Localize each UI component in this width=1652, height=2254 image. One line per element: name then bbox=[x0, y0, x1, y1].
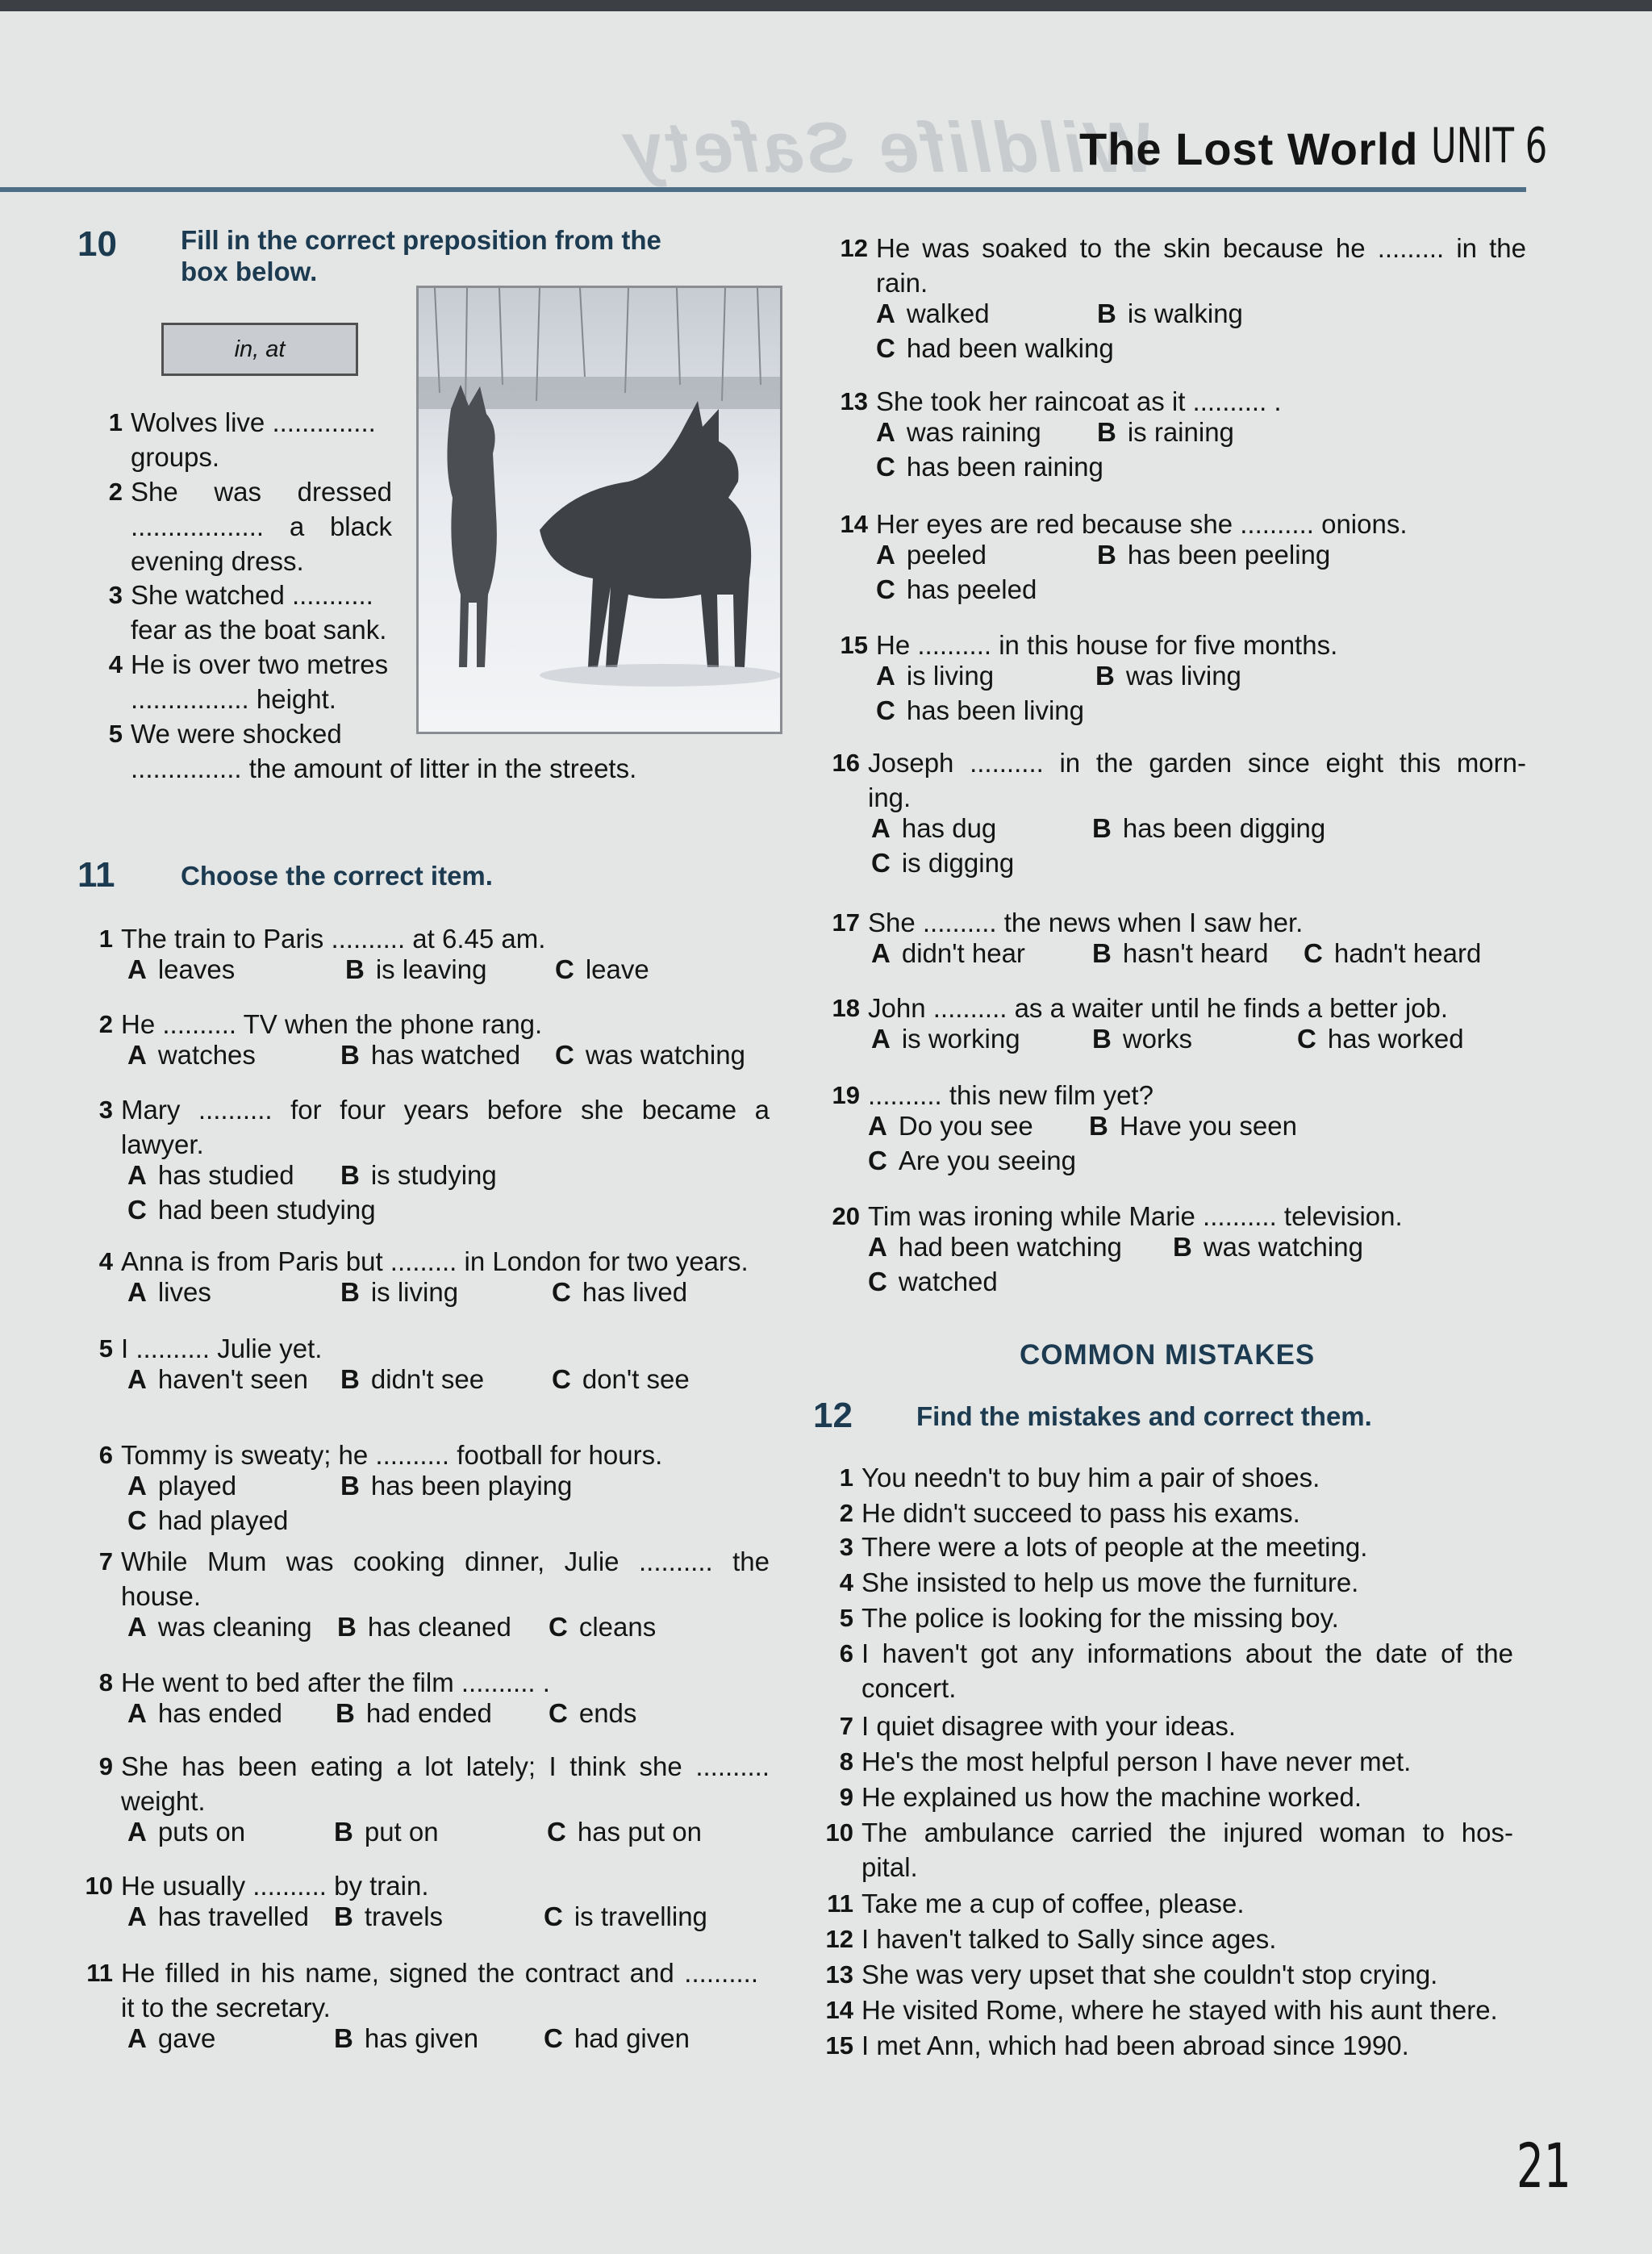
option-text: watches bbox=[157, 1040, 256, 1070]
option-letter: B bbox=[340, 1277, 360, 1307]
option-letter: C bbox=[544, 1901, 563, 1931]
answer-option[interactable] bbox=[337, 1612, 511, 1642]
option-letter: C bbox=[868, 1267, 887, 1296]
option-text: played bbox=[157, 1471, 237, 1501]
option-text: has been digging bbox=[1122, 813, 1326, 843]
option-letter: C bbox=[127, 1195, 147, 1225]
option-text: has been living bbox=[906, 695, 1084, 725]
item-number: 13 bbox=[825, 1960, 853, 1989]
option-text: had been walking bbox=[906, 333, 1114, 363]
answer-option[interactable] bbox=[544, 1901, 707, 1932]
option-letter: B bbox=[1097, 540, 1116, 570]
answer-option[interactable] bbox=[127, 1505, 288, 1536]
option-text: peeled bbox=[906, 540, 987, 570]
option-text: has given bbox=[364, 2023, 479, 2053]
unit-label: UNIT 6 bbox=[1431, 118, 1548, 174]
answer-option[interactable] bbox=[1297, 1024, 1464, 1054]
item-number: 10 bbox=[85, 1872, 113, 1900]
item-text-line: Tim was ironing while Marie .......... television. bbox=[868, 1201, 1403, 1231]
item-number: 7 bbox=[98, 1547, 113, 1576]
item-number: 12 bbox=[825, 1925, 853, 1953]
item-number: 6 bbox=[98, 1441, 113, 1469]
answer-option[interactable] bbox=[876, 417, 1041, 448]
option-letter: C bbox=[555, 1040, 574, 1070]
option-text: lives bbox=[157, 1277, 211, 1307]
item-number: 1 bbox=[839, 1463, 853, 1492]
option-text: has ended bbox=[157, 1698, 282, 1728]
option-text: travels bbox=[364, 1901, 444, 1931]
answer-option[interactable] bbox=[871, 938, 1025, 969]
option-letter: B bbox=[1092, 1024, 1112, 1054]
option-letter: B bbox=[340, 1471, 360, 1501]
option-letter: B bbox=[1092, 938, 1112, 968]
answer-option[interactable] bbox=[868, 1267, 998, 1297]
answer-option[interactable] bbox=[555, 1040, 745, 1071]
answer-option[interactable] bbox=[127, 2023, 215, 2054]
answer-option[interactable] bbox=[549, 1612, 656, 1642]
option-letter: B bbox=[334, 2023, 353, 2053]
item-number: 19 bbox=[832, 1081, 860, 1109]
option-text: has lived bbox=[582, 1277, 688, 1307]
item-text-line: fear as the boat sank. bbox=[131, 615, 387, 645]
page-number: 21 bbox=[1516, 2130, 1571, 2202]
answer-option[interactable] bbox=[552, 1364, 690, 1395]
answer-option[interactable] bbox=[127, 1612, 312, 1642]
answer-option[interactable] bbox=[340, 1364, 484, 1395]
option-letter: B bbox=[1097, 417, 1116, 447]
item-text-line: The ambulance carried the injured woman to hos- bbox=[861, 1818, 1513, 1847]
item-number: 14 bbox=[825, 1996, 853, 2024]
option-text: had given bbox=[574, 2023, 690, 2053]
item-number: 20 bbox=[832, 1202, 860, 1230]
option-text: hadn't heard bbox=[1333, 938, 1482, 968]
option-text: ends bbox=[578, 1698, 637, 1728]
answer-option[interactable] bbox=[868, 1111, 1033, 1142]
option-text: put on bbox=[364, 1817, 439, 1847]
exercise-number: 12 bbox=[813, 1396, 853, 1435]
option-letter: A bbox=[127, 1471, 147, 1501]
item-number: 6 bbox=[839, 1639, 853, 1668]
answer-option[interactable] bbox=[127, 1817, 245, 1847]
item-text-line: She was dressed bbox=[131, 477, 392, 507]
item-text-line: evening dress. bbox=[131, 546, 304, 576]
item-text-line: weight. bbox=[121, 1786, 206, 1816]
option-letter: A bbox=[871, 938, 891, 968]
item-text-line: .................. a black bbox=[131, 511, 392, 541]
option-letter: B bbox=[334, 1901, 353, 1931]
unit-title: The Lost World bbox=[1079, 123, 1419, 174]
option-letter: A bbox=[876, 540, 895, 570]
answer-option[interactable] bbox=[876, 540, 987, 570]
option-text: was living bbox=[1125, 661, 1241, 691]
answer-option[interactable] bbox=[345, 954, 486, 985]
option-text: is studying bbox=[370, 1160, 497, 1190]
answer-option[interactable] bbox=[127, 1160, 294, 1191]
option-letter: A bbox=[127, 1817, 147, 1847]
item-text-line: Her eyes are red because she .......... onions. bbox=[876, 509, 1408, 539]
answer-option[interactable] bbox=[876, 333, 1114, 364]
option-letter: A bbox=[876, 298, 895, 328]
item-text-line: He's the most helpful person I have never met. bbox=[861, 1747, 1412, 1776]
option-text: was cleaning bbox=[157, 1612, 312, 1642]
item-text-line: I met Ann, which had been abroad since 1990. bbox=[861, 2031, 1409, 2060]
wolves-photo bbox=[416, 286, 782, 734]
option-text: has watched bbox=[370, 1040, 521, 1070]
item-number: 15 bbox=[840, 631, 868, 659]
item-text-line: ............... the amount of litter in the streets. bbox=[131, 753, 637, 783]
answer-option[interactable] bbox=[876, 574, 1037, 605]
item-text-line: He didn't succeed to pass his exams. bbox=[861, 1498, 1300, 1528]
option-letter: A bbox=[871, 813, 891, 843]
item-number: 3 bbox=[839, 1533, 853, 1561]
answer-option[interactable] bbox=[544, 2023, 690, 2054]
item-text-line: John .......... as a waiter until he finds a better job. bbox=[868, 993, 1449, 1023]
item-number: 4 bbox=[839, 1568, 853, 1597]
answer-option[interactable] bbox=[127, 1471, 236, 1501]
option-text: is living bbox=[370, 1277, 459, 1307]
answer-option[interactable] bbox=[1097, 540, 1330, 570]
item-text-line: There were a lots of people at the meeting. bbox=[861, 1532, 1368, 1562]
item-number: 5 bbox=[839, 1604, 853, 1632]
item-text-line: He went to bed after the film .......... . bbox=[121, 1668, 550, 1697]
item-number: 18 bbox=[832, 994, 860, 1022]
option-letter: A bbox=[127, 1160, 147, 1190]
item-text-line: Anna is from Paris but ......... in London for two years. bbox=[121, 1246, 749, 1276]
answer-option[interactable] bbox=[1089, 1111, 1297, 1142]
answer-option[interactable] bbox=[547, 1817, 702, 1847]
answer-option[interactable] bbox=[876, 695, 1084, 726]
item-text-line: He usually .......... by train. bbox=[121, 1871, 429, 1901]
item-number: 8 bbox=[839, 1747, 853, 1776]
answer-option[interactable] bbox=[340, 1471, 572, 1501]
option-text: cleans bbox=[578, 1612, 657, 1642]
answer-option[interactable] bbox=[127, 1698, 282, 1729]
item-text-line: He .......... in this house for five months. bbox=[876, 630, 1338, 660]
item-text-line: ing. bbox=[868, 783, 912, 812]
answer-option[interactable] bbox=[336, 1698, 492, 1729]
exercise-12-header bbox=[813, 1396, 1372, 1436]
exercise-number: 10 bbox=[77, 224, 117, 264]
option-text: puts on bbox=[157, 1817, 246, 1847]
exercise-instruction: Fill in the correct preposition from the box below. bbox=[181, 225, 661, 286]
option-text: had been studying bbox=[157, 1195, 376, 1225]
option-letter: C bbox=[552, 1277, 571, 1307]
answer-option[interactable] bbox=[127, 954, 235, 985]
answer-option[interactable] bbox=[876, 661, 994, 691]
item-text-line: She .......... the news when I saw her. bbox=[868, 908, 1304, 937]
option-text: has put on bbox=[577, 1817, 702, 1847]
option-text: has been raining bbox=[906, 452, 1103, 482]
answer-option[interactable] bbox=[871, 848, 1014, 879]
item-number: 3 bbox=[98, 1096, 113, 1124]
option-letter: A bbox=[127, 2023, 147, 2053]
option-letter: B bbox=[1173, 1232, 1192, 1262]
option-text: is leaving bbox=[375, 954, 487, 984]
exercise-10-header bbox=[77, 224, 661, 287]
option-letter: B bbox=[340, 1040, 360, 1070]
answer-option[interactable] bbox=[1097, 417, 1234, 448]
answer-option[interactable] bbox=[1092, 1024, 1192, 1054]
answer-option[interactable] bbox=[127, 1901, 309, 1932]
item-text-line: ................ height. bbox=[131, 684, 336, 714]
option-text: is digging bbox=[901, 848, 1015, 878]
option-letter: C bbox=[544, 2023, 563, 2053]
item-text-line: pital. bbox=[861, 1852, 918, 1882]
option-text: was raining bbox=[906, 417, 1041, 447]
item-text-line: She took her raincoat as it .......... . bbox=[876, 386, 1282, 416]
item-text-line: He visited Rome, where he stayed with his aunt there. bbox=[861, 1995, 1498, 2025]
option-letter: A bbox=[127, 1040, 147, 1070]
option-letter: C bbox=[549, 1698, 568, 1728]
item-text-line: He was soaked to the skin because he ......... in the bbox=[876, 233, 1526, 263]
answer-option[interactable] bbox=[868, 1146, 1076, 1176]
answer-option[interactable] bbox=[555, 954, 649, 985]
option-letter: B bbox=[340, 1160, 360, 1190]
option-text: watched bbox=[898, 1267, 998, 1296]
item-number: 9 bbox=[839, 1783, 853, 1811]
answer-option[interactable] bbox=[340, 1277, 458, 1308]
option-text: hasn't heard bbox=[1122, 938, 1269, 968]
option-letter: C bbox=[876, 452, 895, 482]
item-text-line: I .......... Julie yet. bbox=[121, 1334, 323, 1363]
item-number: 11 bbox=[827, 1889, 853, 1918]
exercise-instruction: Find the mistakes and correct them. bbox=[916, 1401, 1372, 1431]
option-text: had been watching bbox=[898, 1232, 1122, 1262]
option-letter: B bbox=[340, 1364, 360, 1394]
option-text: has been peeling bbox=[1127, 540, 1331, 570]
item-number: 7 bbox=[839, 1712, 853, 1740]
item-number: 14 bbox=[840, 510, 868, 538]
common-mistakes-heading: COMMON MISTAKES bbox=[1020, 1339, 1316, 1371]
word-box: in, at bbox=[161, 323, 358, 376]
option-letter: A bbox=[127, 1364, 147, 1394]
option-letter: C bbox=[1297, 1024, 1316, 1054]
item-text-line: concert. bbox=[861, 1673, 957, 1703]
answer-option[interactable] bbox=[1304, 938, 1481, 969]
item-text-line: He .......... TV when the phone rang. bbox=[121, 1009, 543, 1039]
option-letter: B bbox=[336, 1698, 355, 1728]
item-text-line: He filled in his name, signed the contract and .......... bbox=[121, 1958, 758, 1988]
answer-option[interactable] bbox=[127, 1277, 211, 1308]
option-letter: A bbox=[127, 954, 147, 984]
top-edge-band bbox=[0, 0, 1652, 11]
option-letter: C bbox=[127, 1505, 147, 1535]
option-letter: C bbox=[547, 1817, 566, 1847]
option-text: is walking bbox=[1127, 298, 1243, 328]
option-text: Have you seen bbox=[1119, 1111, 1297, 1141]
option-text: haven't seen bbox=[157, 1364, 308, 1394]
option-letter: A bbox=[876, 417, 895, 447]
item-text-line: He explained us how the machine worked. bbox=[861, 1782, 1362, 1812]
item-number: 5 bbox=[108, 720, 123, 748]
item-text-line: While Mum was cooking dinner, Julie .......... the bbox=[121, 1546, 770, 1576]
item-text-line: Mary .......... for four years before she became a bbox=[121, 1095, 770, 1125]
option-letter: A bbox=[868, 1111, 887, 1141]
option-text: is working bbox=[901, 1024, 1020, 1054]
exercise-instruction: Choose the correct item. bbox=[181, 861, 493, 891]
answer-option[interactable] bbox=[1097, 298, 1243, 329]
item-text-line: I quiet disagree with your ideas. bbox=[861, 1711, 1237, 1741]
option-letter: A bbox=[127, 1612, 147, 1642]
item-number: 1 bbox=[98, 925, 113, 953]
option-letter: B bbox=[1089, 1111, 1108, 1141]
option-letter: C bbox=[552, 1364, 571, 1394]
answer-option[interactable] bbox=[334, 2023, 478, 2054]
item-number: 2 bbox=[98, 1010, 113, 1038]
option-letter: B bbox=[1097, 298, 1116, 328]
option-text: works bbox=[1122, 1024, 1193, 1054]
option-letter: A bbox=[871, 1024, 891, 1054]
item-text-line: .......... this new film yet? bbox=[868, 1080, 1153, 1110]
item-number: 11 bbox=[86, 1959, 113, 1987]
answer-option[interactable] bbox=[549, 1698, 636, 1729]
answer-option[interactable] bbox=[334, 1901, 443, 1932]
item-text-line: groups. bbox=[131, 442, 220, 472]
option-text: has dug bbox=[901, 813, 997, 843]
option-text: was watching bbox=[1203, 1232, 1363, 1262]
item-text-line: Tommy is sweaty; he .......... football for hours. bbox=[121, 1440, 663, 1470]
option-text: has travelled bbox=[157, 1901, 309, 1931]
option-text: don't see bbox=[582, 1364, 690, 1394]
option-letter: B bbox=[337, 1612, 357, 1642]
item-text-line: You needn't to buy him a pair of shoes. bbox=[861, 1463, 1320, 1492]
answer-option[interactable] bbox=[552, 1277, 687, 1308]
option-letter: A bbox=[127, 1277, 147, 1307]
answer-option[interactable] bbox=[127, 1195, 376, 1225]
option-text: has worked bbox=[1327, 1024, 1464, 1054]
answer-option[interactable] bbox=[871, 1024, 1020, 1054]
option-letter: A bbox=[127, 1698, 147, 1728]
item-number: 5 bbox=[98, 1334, 113, 1363]
option-letter: A bbox=[127, 1901, 147, 1931]
item-text-line: She insisted to help us move the furniture. bbox=[861, 1567, 1359, 1597]
item-number: 9 bbox=[98, 1752, 113, 1780]
option-letter: C bbox=[871, 848, 891, 878]
item-text-line: We were shocked bbox=[131, 719, 342, 749]
option-letter: C bbox=[868, 1146, 887, 1175]
item-text-line: The police is looking for the missing boy. bbox=[861, 1603, 1339, 1633]
option-letter: B bbox=[1095, 661, 1115, 691]
header-rule bbox=[0, 187, 1526, 192]
answer-option[interactable] bbox=[340, 1160, 497, 1191]
answer-option[interactable] bbox=[1095, 661, 1241, 691]
item-text-line: She watched ........... bbox=[131, 580, 373, 610]
answer-option[interactable] bbox=[340, 1040, 520, 1071]
option-text: was watching bbox=[585, 1040, 745, 1070]
option-text: is raining bbox=[1127, 417, 1234, 447]
option-text: has been playing bbox=[370, 1471, 573, 1501]
item-number: 8 bbox=[98, 1668, 113, 1697]
option-text: leave bbox=[585, 954, 649, 984]
item-number: 1 bbox=[108, 408, 123, 436]
item-number: 12 bbox=[840, 234, 868, 262]
item-number: 10 bbox=[825, 1818, 853, 1847]
option-letter: C bbox=[876, 695, 895, 725]
answer-option[interactable] bbox=[1092, 813, 1325, 844]
option-text: didn't see bbox=[370, 1364, 485, 1394]
option-text: is travelling bbox=[574, 1901, 707, 1931]
item-number: 13 bbox=[840, 387, 868, 415]
item-number: 15 bbox=[825, 2031, 853, 2060]
option-text: gave bbox=[157, 2023, 216, 2053]
item-text-line: it to the secretary. bbox=[121, 1993, 331, 2022]
item-number: 2 bbox=[108, 478, 123, 506]
option-letter: B bbox=[345, 954, 365, 984]
option-text: has studied bbox=[157, 1160, 294, 1190]
option-text: has cleaned bbox=[367, 1612, 511, 1642]
answer-option[interactable] bbox=[1092, 938, 1268, 969]
item-text-line: He is over two metres bbox=[131, 649, 389, 679]
exercise-11-header bbox=[77, 855, 493, 895]
option-text: Do you see bbox=[898, 1111, 1033, 1141]
item-number: 16 bbox=[832, 749, 860, 777]
item-number: 4 bbox=[98, 1247, 113, 1275]
item-text-line: I haven't got any informations about the date of the bbox=[861, 1638, 1513, 1668]
option-text: leaves bbox=[157, 954, 236, 984]
option-text: walked bbox=[906, 298, 990, 328]
item-text-line: She has been eating a lot lately; I think she .......... bbox=[121, 1751, 770, 1781]
answer-option[interactable] bbox=[868, 1232, 1122, 1263]
item-text-line: Joseph .......... in the garden since eight this morn- bbox=[868, 748, 1526, 778]
option-text: had played bbox=[157, 1505, 289, 1535]
option-letter: B bbox=[334, 1817, 353, 1847]
option-letter: C bbox=[1304, 938, 1323, 968]
option-letter: C bbox=[555, 954, 574, 984]
option-letter: A bbox=[876, 661, 895, 691]
answer-option[interactable] bbox=[876, 298, 990, 329]
option-text: didn't hear bbox=[901, 938, 1025, 968]
option-text: had ended bbox=[365, 1698, 492, 1728]
item-number: 3 bbox=[108, 581, 123, 609]
exercise-number: 11 bbox=[77, 855, 115, 895]
item-text-line: The train to Paris .......... at 6.45 am. bbox=[121, 924, 546, 954]
item-text-line: I haven't talked to Sally since ages. bbox=[861, 1924, 1277, 1954]
item-number: 4 bbox=[108, 650, 123, 678]
answer-option[interactable] bbox=[334, 1817, 439, 1847]
item-text-line: rain. bbox=[876, 268, 928, 298]
header-ghost-text: Wildlife Safety bbox=[621, 107, 1154, 187]
answer-option[interactable] bbox=[871, 813, 996, 844]
option-text: Are you seeing bbox=[898, 1146, 1076, 1175]
option-letter: C bbox=[876, 333, 895, 363]
option-text: is living bbox=[906, 661, 995, 691]
item-text-line: house. bbox=[121, 1581, 202, 1611]
option-letter: C bbox=[549, 1612, 568, 1642]
item-number: 17 bbox=[832, 908, 860, 937]
option-text: has peeled bbox=[906, 574, 1037, 604]
option-letter: A bbox=[868, 1232, 887, 1262]
item-text-line: She was very upset that she couldn't stop crying. bbox=[861, 1960, 1438, 1989]
answer-option[interactable] bbox=[1173, 1232, 1363, 1263]
item-number: 2 bbox=[839, 1499, 853, 1527]
answer-option[interactable] bbox=[127, 1040, 256, 1071]
answer-option[interactable] bbox=[127, 1364, 308, 1395]
item-text-line: lawyer. bbox=[121, 1129, 204, 1159]
answer-option[interactable] bbox=[876, 452, 1103, 482]
option-letter: C bbox=[876, 574, 895, 604]
item-text-line: Wolves live .............. bbox=[131, 407, 376, 437]
option-letter: B bbox=[1092, 813, 1112, 843]
item-text-line: Take me a cup of coffee, please. bbox=[861, 1889, 1245, 1918]
